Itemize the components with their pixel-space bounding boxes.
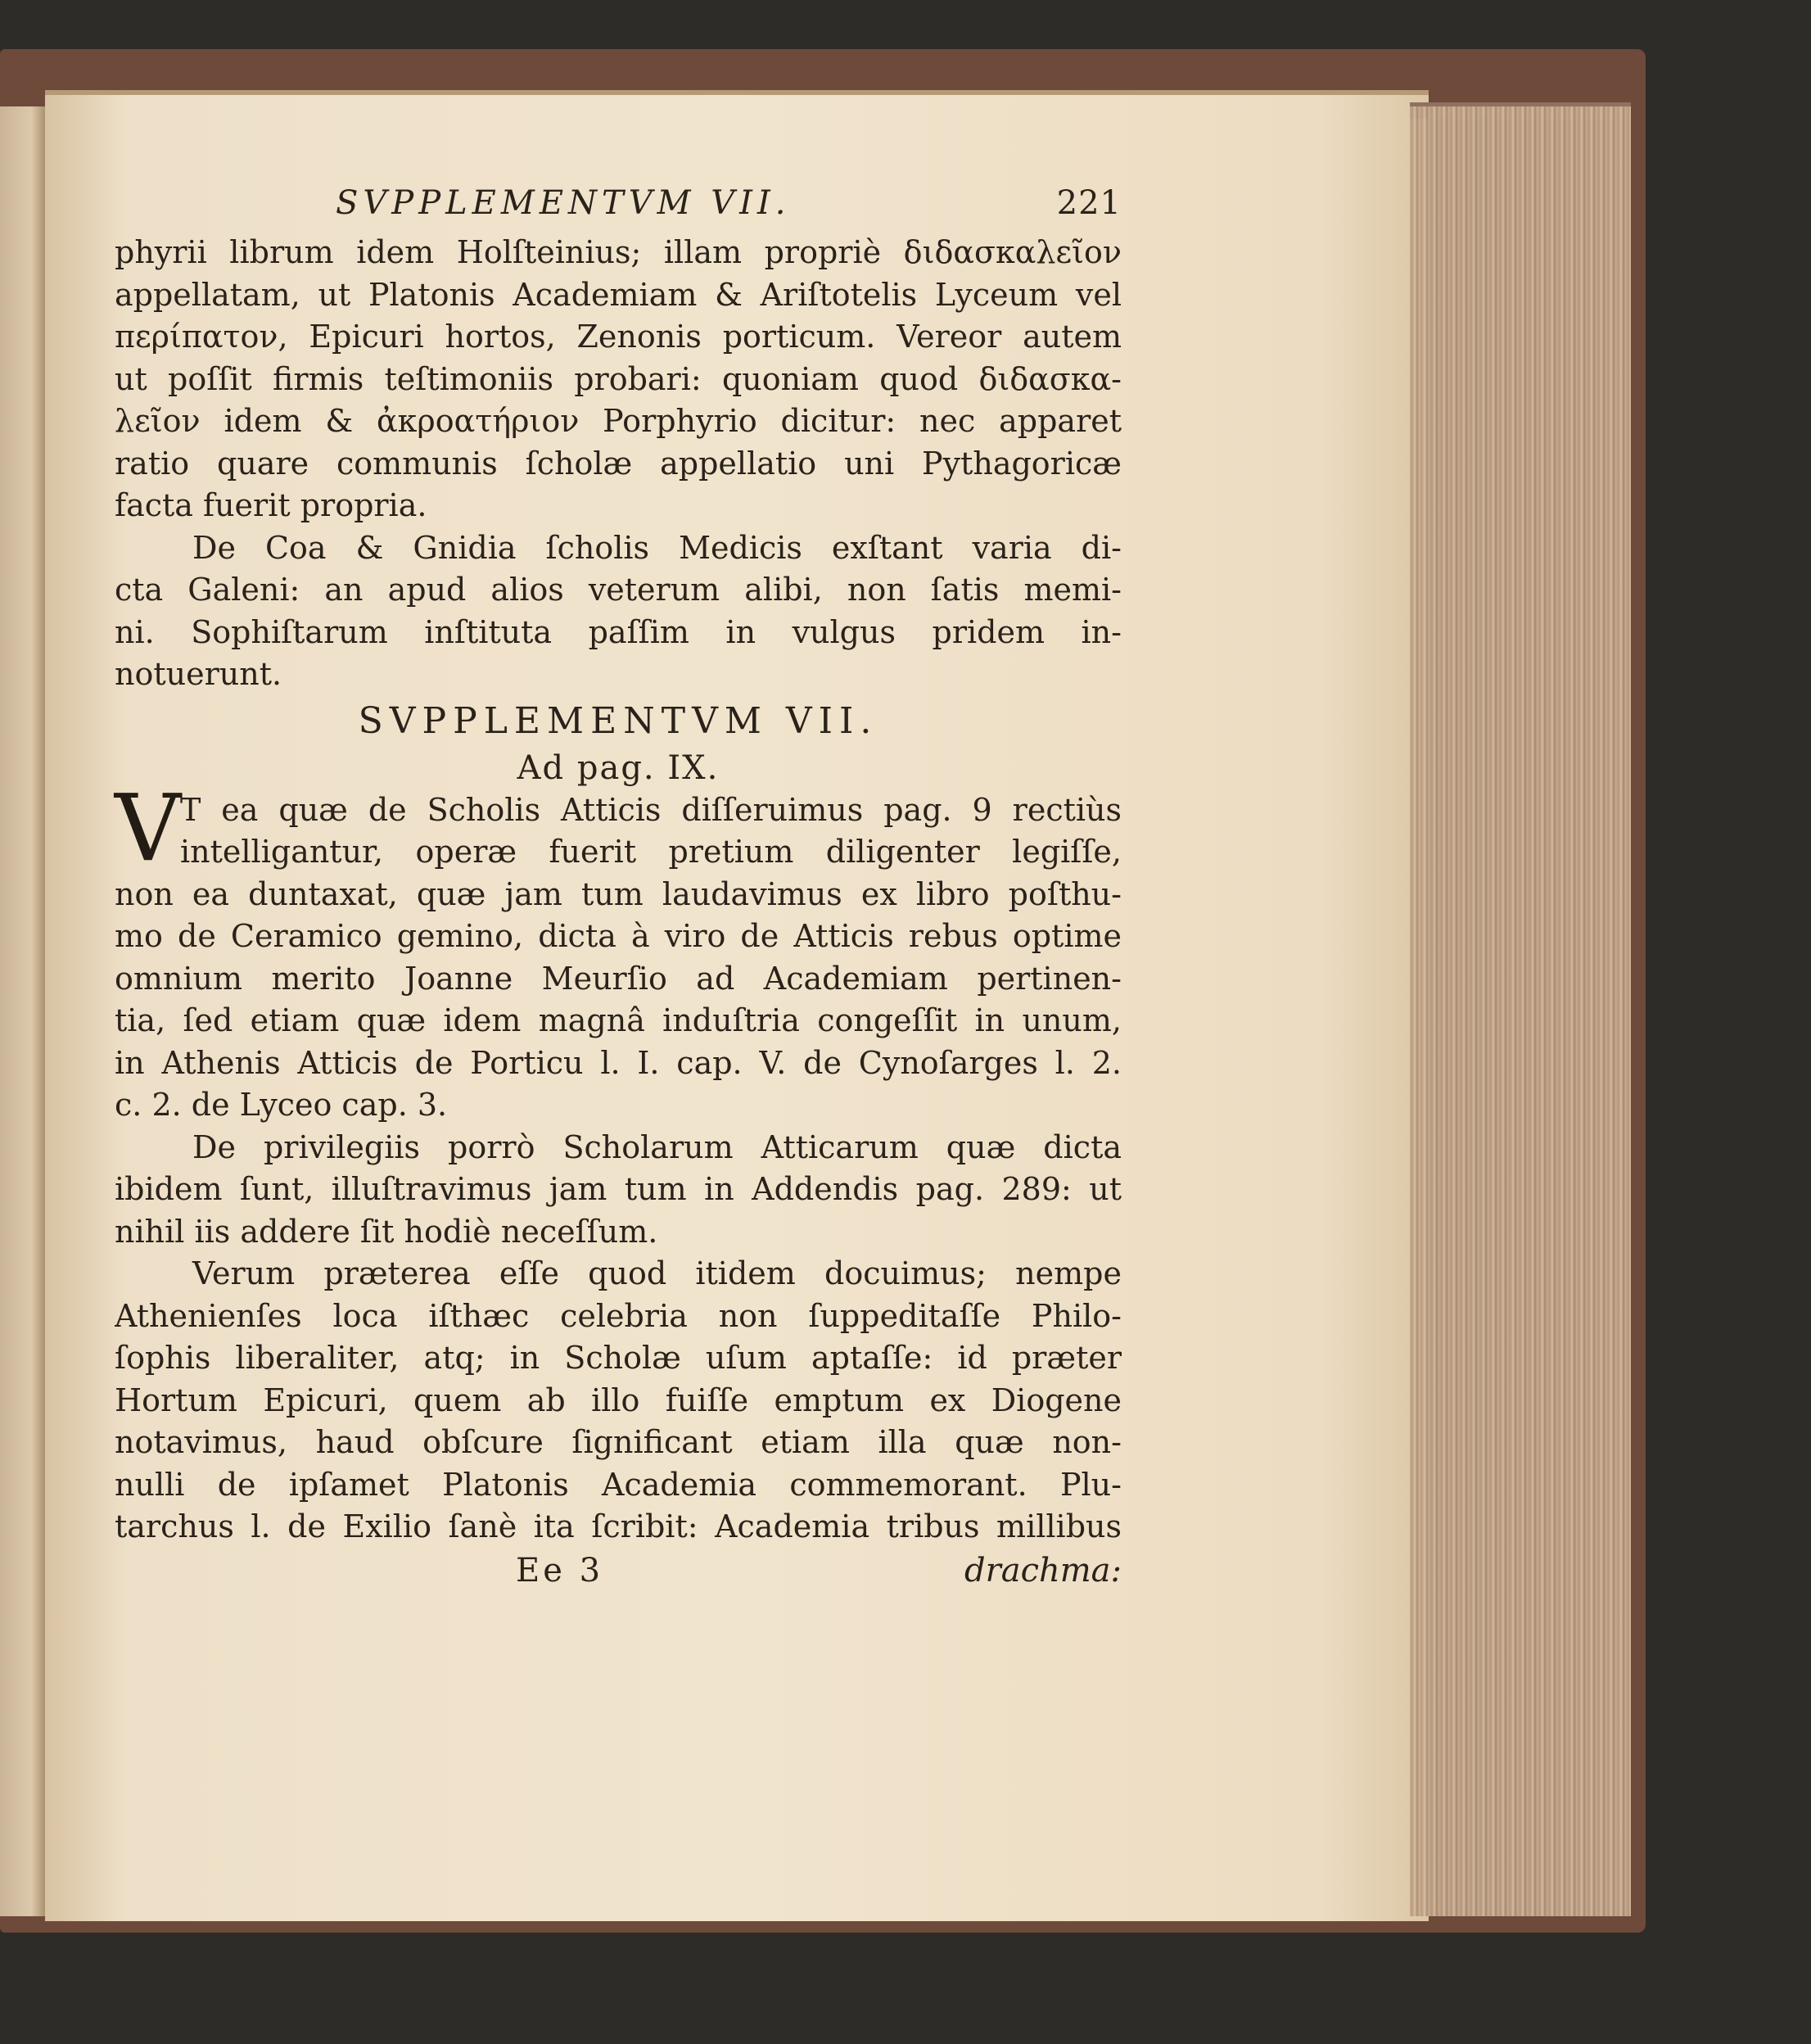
signature-mark: Ee 3: [516, 1551, 604, 1590]
text-line: περίπατον, Epicuri hortos, Zenonis porticum. Vereor autem: [115, 319, 1122, 355]
text-line: ni. Sophiſtarum inſtituta paſſim in vulgus pridem in-: [115, 613, 1122, 650]
text-line: notuerunt.: [115, 656, 282, 692]
paragraph-3: [115, 775, 1122, 1127]
running-head-title: SVPPLEMENTVM VII.: [336, 184, 791, 222]
text-line: notavimus, haud obſcure ſignificant etiam illa quæ non-: [115, 1424, 1122, 1460]
text-line: ratio quare communis ſcholæ appellatio uni Pythagoricæ: [115, 445, 1122, 482]
text-line: appellatam, ut Platonis Academiam & Ariſtotelis Lyceum vel: [115, 276, 1122, 313]
paragraph-1: [115, 232, 1122, 527]
paragraph-2: [115, 527, 1122, 696]
catchword: drachma:: [964, 1551, 1122, 1590]
text-line: facta fuerit propria.: [115, 487, 427, 523]
text-line: intelligantur, operæ fuerit pretium diligenter legiſſe,: [180, 834, 1122, 870]
text-line: cta Galeni: an apud alios veterum alibi, non ſatis memi-: [115, 572, 1122, 608]
text-line: tarchus l. de Exilio ſanè ita ſcribit: Academia tribus millibus: [115, 1508, 1122, 1544]
text-line: λεῖον idem & ἀκροατήριον Porphyrio dicitur: nec apparet: [115, 403, 1122, 439]
text-line: De Coa & Gnidia ſcholis Medicis exſtant varia di-: [192, 529, 1122, 566]
text-line: Verum præterea eſſe quod itidem docuimus; nempe: [192, 1255, 1122, 1291]
text-line: nulli de ipſamet Platonis Academia commemorant. Plu-: [115, 1466, 1122, 1503]
running-head: [115, 184, 1122, 232]
text-line: non ea duntaxat, quæ jam tum laudavimus ex libro poſthu-: [115, 875, 1122, 912]
text-line: T ea quæ de Scholis Atticis diſſeruimus pag. 9 rectiùs: [180, 791, 1122, 828]
page-number: 221: [1056, 184, 1122, 222]
text-line: Hortum Epicuri, quem ab illo fuiſſe emptum ex Diogene: [115, 1382, 1122, 1418]
section-subheading: Ad pag. IX.: [517, 748, 720, 787]
text-line: ibidem ſunt, illuſtravimus jam tum in Addendis pag. 289: ut: [115, 1171, 1122, 1207]
paragraph-4: [115, 1127, 1122, 1254]
text-line: omnium merito Joanne Meurſio ad Academiam pertinen-: [115, 960, 1122, 997]
text-line: c. 2. de Lyceo cap. 3.: [115, 1087, 448, 1123]
text-line: phyrii librum idem Holſteinius; illam propriè διδασκαλεῖον: [115, 234, 1122, 270]
page-footer: [115, 1552, 1122, 1590]
text-line: ſophis liberaliter, atq; in Scholæ uſum aptaſſe: id præter: [115, 1340, 1122, 1376]
page-text: [115, 184, 1122, 1590]
section-heading: SVPPLEMENTVM VII.: [358, 699, 878, 742]
text-line: in Athenis Atticis de Porticu l. I. cap. V. de Cynoſarges l. 2.: [115, 1044, 1122, 1081]
text-line: tia, ſed etiam quæ idem magnâ induſtria congeſſit in unum,: [115, 1002, 1122, 1038]
drop-cap: V: [115, 775, 181, 882]
left-page-edge: [0, 106, 45, 1916]
page-edges: [1410, 106, 1631, 1916]
text-line: nihil iis addere ſit hodiè neceſſum.: [115, 1213, 658, 1250]
text-line: ut poſſit firmis teſtimoniis probari: quoniam quod διδασκα-: [115, 360, 1122, 397]
text-line: De privilegiis porrò Scholarum Atticarum quæ dicta: [192, 1128, 1122, 1165]
text-line: Athenienſes loca iſthæc celebria non ſuppeditaſſe Philo-: [115, 1297, 1122, 1334]
text-line: mo de Ceramico gemino, dicta à viro de Atticis rebus optime: [115, 918, 1122, 954]
paragraph-5: [115, 1253, 1122, 1549]
